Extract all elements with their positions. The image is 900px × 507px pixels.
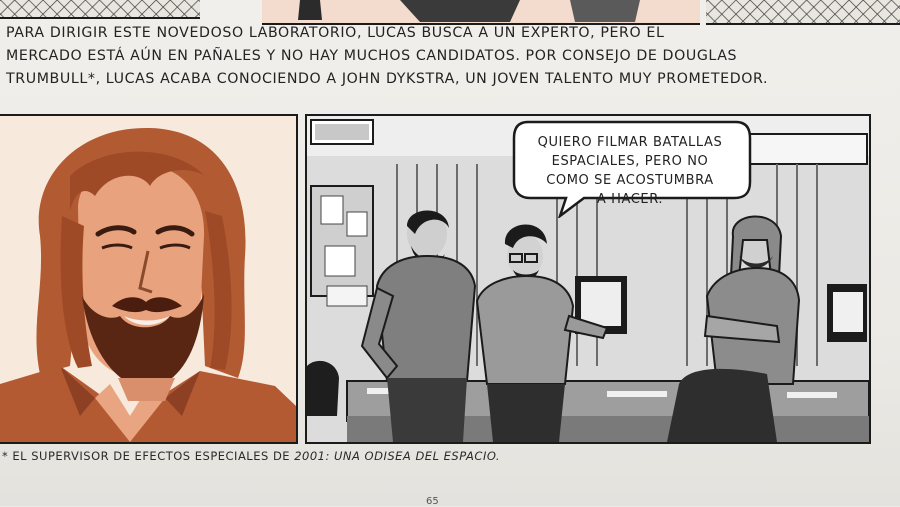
balloon-line-1: QUIERO FILMAR BATALLAS	[537, 135, 723, 150]
portrait-panel	[0, 114, 298, 444]
balloon-line-3: COMO SE ACOSTUMBRA	[546, 173, 714, 188]
speech-balloon-text	[520, 133, 740, 209]
balloon-line-2: ESPACIALES, PERO NO	[551, 154, 709, 169]
balloon-line-4: A HACER.	[596, 192, 664, 207]
page-number: 65	[426, 496, 439, 507]
footnote-film-title: 2001: UNA ODISEA DEL ESPACIO.	[294, 449, 501, 463]
dykstra-portrait-illustration	[0, 116, 296, 442]
footnote	[2, 449, 500, 463]
footnote-text: * EL SUPERVISOR DE EFECTOS ESPECIALES DE	[2, 449, 295, 463]
narration-caption	[6, 22, 896, 91]
narration-line-2: MERCADO ESTÁ AÚN EN PAÑALES Y NO HAY MUCHOS CANDIDATOS. POR CONSEJO DE DOUGLAS	[6, 48, 738, 64]
narration-line-1: PARA DIRIGIR ESTE NOVEDOSO LABORATORIO, LUCAS BUSCA A UN EXPERTO, PERO EL	[6, 25, 665, 41]
narration-line-3: TRUMBULL*, LUCAS ACABA CONOCIENDO A JOHN DYKSTRA, UN JOVEN TALENTO MUY PROMETEDOR.	[6, 71, 769, 87]
